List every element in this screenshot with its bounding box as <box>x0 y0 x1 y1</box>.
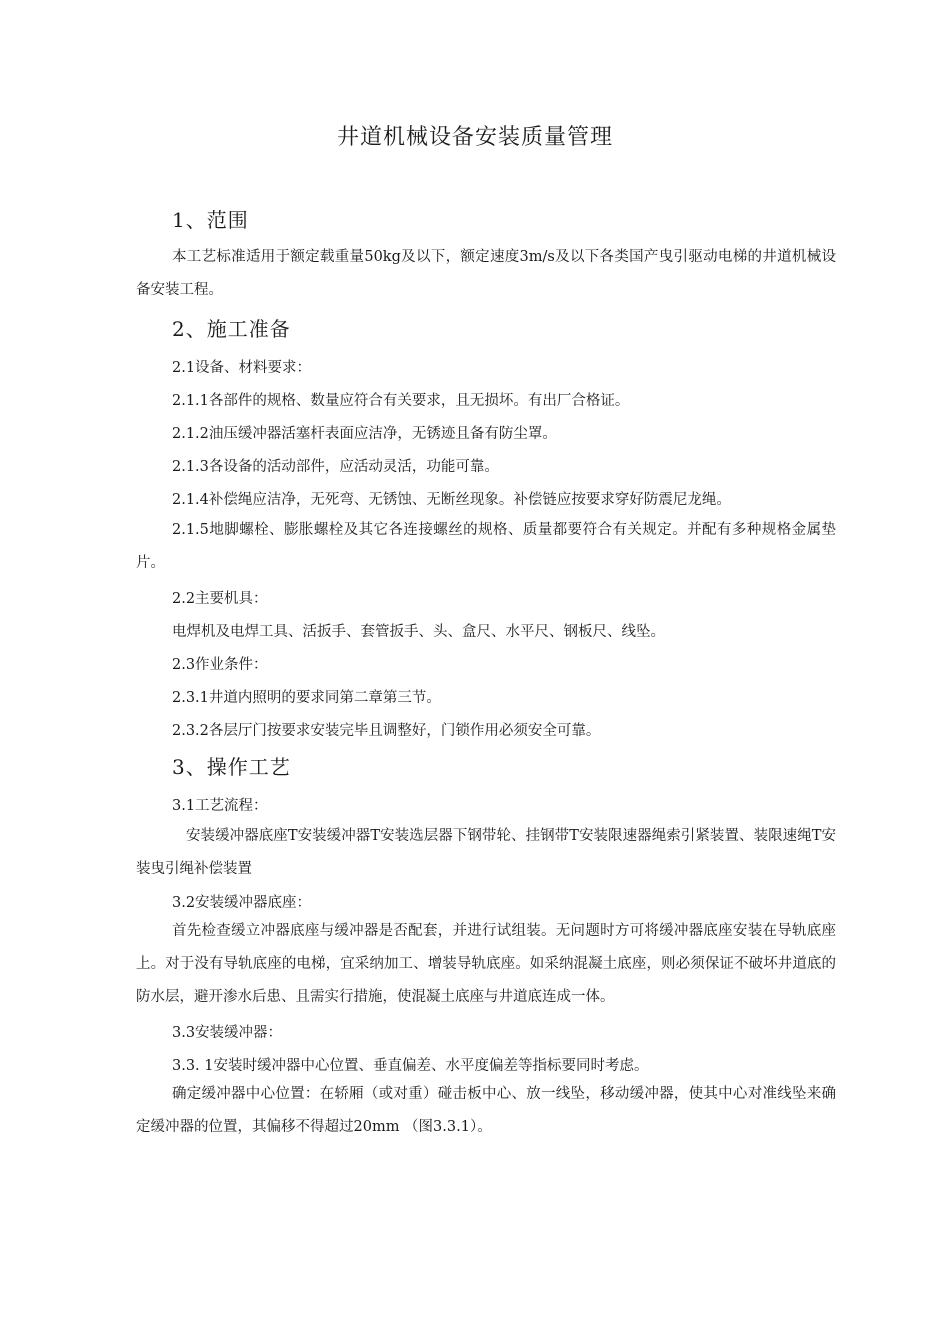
subheading-3-1: 3.1工艺流程： <box>172 798 268 814</box>
item-2-1-1: 2.1.1各部件的规格、数量应符合有关要求，且无损坏。有出厂合格证。 <box>172 393 630 409</box>
tools-list: 电焊机及电焊工具、活扳手、套管扳手、头、盒尺、水平尺、钢板尺、线坠。 <box>172 624 665 640</box>
subheading-2-1: 2.1设备、材料要求： <box>172 360 312 376</box>
paragraph-2-1-5: 2.1.5地脚螺栓、膨胀螺栓及其它各连接螺丝的规格、质量都要符合有关规定。并配有多种规格金属垫片。 <box>136 522 836 571</box>
section-heading-scope: 1、范围 <box>172 208 249 232</box>
item-2-1-2: 2.1.2油压缓冲器活塞杆表面应洁净，无锈迹且备有防尘罩。 <box>172 426 557 442</box>
section-heading-operation: 3、操作工艺 <box>172 755 291 779</box>
item-3-3-1: 3.3. 1安装时缓冲器中心位置、垂直偏差、水平度偏差等指标要同时考虑。 <box>172 1058 649 1074</box>
paragraph-process-flow: 安装缓冲器底座T安装缓冲器T安装选层器下钢带轮、挂钢带T安装限速器绳索引紧装置、装限速绳T安装曳引绳补偿装置 <box>136 828 836 877</box>
document-title: 井道机械设备安装质量管理 <box>336 125 613 150</box>
item-2-1-3: 2.1.3各设备的活动部件，应活动灵活，功能可靠。 <box>172 459 499 475</box>
item-2-3-1: 2.3.1井道内照明的要求同第二章第三节。 <box>172 690 441 706</box>
subheading-2-2: 2.2主要机具： <box>172 591 268 607</box>
subheading-3-2: 3.2安装缓冲器底座： <box>172 895 312 911</box>
item-2-3-2: 2.3.2各层厅门按要求安装完毕且调整好，门锁作用必须安全可靠。 <box>172 723 601 739</box>
paragraph-3-2: 首先检查缓立冲器底座与缓冲器是否配套，并进行试组装。无问题时方可将缓冲器底座安装在导轨底座上。对于没有导轨底座的电梯，宜采纳加工、增装导轨底座。如采纳混凝土底座，则必须保证不破坏井道底的防水层，避开渗水后患、且需实行措施，使混凝土底座与井道底连成一体。 <box>136 923 836 1005</box>
subheading-2-3: 2.3作业条件： <box>172 657 268 673</box>
paragraph-scope: 本工艺标准适用于额定载重量50kg及以下，额定速度3m/s及以下各类国产曳引驱动电梯的井道机械设备安装工程。 <box>136 249 836 298</box>
subheading-3-3: 3.3安装缓冲器： <box>172 1025 283 1041</box>
section-heading-preparation: 2、施工准备 <box>172 317 291 341</box>
paragraph-center-position: 确定缓冲器中心位置：在轿厢（或对重）碰击板中心、放一线坠，移动缓冲器，使其中心对准线坠来确定缓冲器的位置，其偏移不得超过20mm （图3.3.1）。 <box>136 1086 836 1135</box>
item-2-1-4: 2.1.4补偿绳应洁净，无死弯、无锈蚀、无断丝现象。补偿链应按要求穿好防震尼龙绳。 <box>172 492 731 508</box>
